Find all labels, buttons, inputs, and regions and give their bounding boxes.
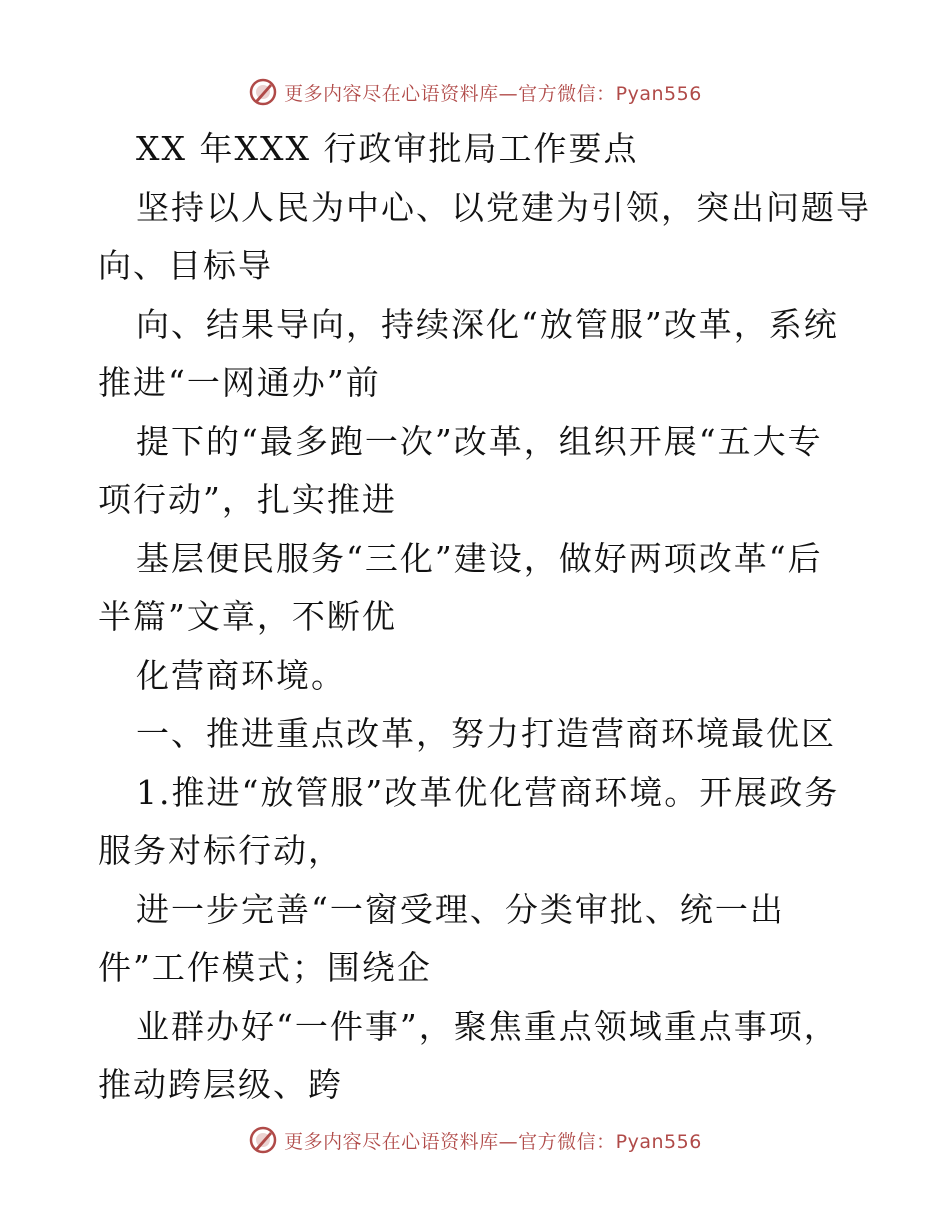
quill-seal-logo-icon	[248, 77, 278, 107]
document-title: XX 年XXX 行政审批局工作要点	[136, 129, 639, 168]
paragraph-line: 件”工作模式；围绕企	[98, 948, 432, 987]
section-heading: 一、推进重点改革，努力打造营商环境最优区	[136, 714, 836, 753]
paragraph-line: 进一步完善“一窗受理、分类审批、统一出	[136, 889, 785, 929]
paragraph-line: 推动跨层级、跨	[98, 1065, 343, 1104]
watermark-text: 更多内容尽在心语资料库—官方微信：Pyan556	[284, 1130, 702, 1153]
paragraph-line: 服务对标行动，	[98, 831, 343, 870]
paragraph-line: 向、目标导	[98, 246, 273, 285]
watermark-banner-bottom	[0, 1120, 950, 1160]
paragraph-line: 业群办好“一件事”，聚焦重点领域重点事项，	[136, 1006, 839, 1046]
document-body	[98, 120, 871, 1115]
paragraph-line: 提下的“最多跑一次”改革，组织开展“五大专	[136, 421, 823, 461]
paragraph-line: 1.推进“放管服”改革优化营商环境。开展政务	[136, 772, 840, 812]
paragraph-line: 项行动”，扎实推进	[98, 480, 397, 519]
watermark-text: 更多内容尽在心语资料库—官方微信：Pyan556	[284, 82, 702, 105]
paragraph-line: 化营商环境。	[136, 655, 346, 695]
quill-seal-logo-icon	[248, 1125, 278, 1155]
paragraph-line: 向、结果导向，持续深化“放管服”改革，系统	[136, 304, 839, 344]
paragraph-line: 推进“一网通办”前	[98, 363, 381, 402]
watermark-banner-top	[0, 72, 950, 112]
paragraph-line: 坚持以人民为中心、以党建为引领，突出问题导	[136, 187, 871, 227]
paragraph-line: 半篇”文章，不断优	[98, 597, 397, 636]
paragraph-line: 基层便民服务“三化”建设，做好两项改革“后	[136, 538, 823, 578]
